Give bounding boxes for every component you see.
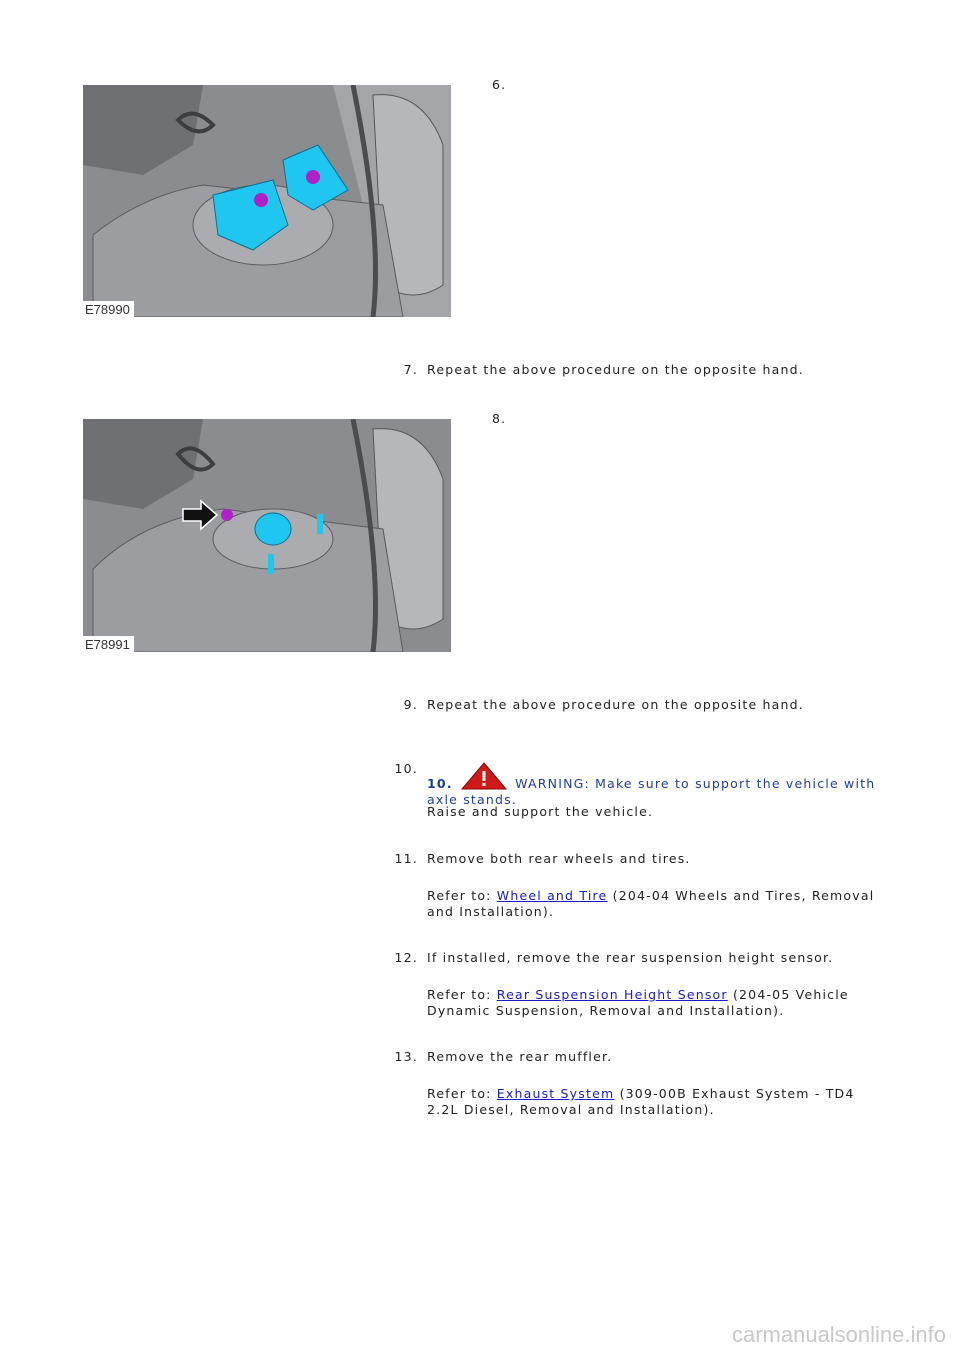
warning-text: WARNING: Make sure to support the vehicle with axle stands. bbox=[427, 776, 876, 807]
step-12-text: If installed, remove the rear suspension height sensor. bbox=[427, 950, 834, 965]
step-11-reference bbox=[427, 888, 877, 920]
site-watermark: carmanualsonline.info bbox=[731, 1322, 946, 1347]
figure-caption: E78990 bbox=[83, 301, 134, 317]
warning-triangle-icon bbox=[460, 761, 508, 791]
step-13-reference bbox=[427, 1086, 877, 1118]
step-7-text: Repeat the above procedure on the opposite hand. bbox=[427, 362, 804, 377]
reference-detail: (204-05 Vehicle Dynamic Suspension, Removal and Installation). bbox=[427, 987, 849, 1018]
refer-to-label: Refer to: bbox=[427, 987, 492, 1002]
step-9-number: 9. bbox=[403, 697, 418, 712]
wheel-and-tire-link[interactable]: Wheel and Tire bbox=[496, 888, 608, 903]
figure-e78990-illustration bbox=[83, 85, 451, 317]
step-10-text: Raise and support the vehicle. bbox=[427, 804, 654, 819]
step-10-number: 10. bbox=[394, 761, 418, 776]
step-10-warning bbox=[427, 761, 877, 808]
step-12-reference bbox=[427, 987, 877, 1019]
step-8-number: 8. bbox=[492, 411, 507, 426]
rear-suspension-height-sensor-link[interactable]: Rear Suspension Height Sensor bbox=[496, 987, 728, 1002]
step-9-text: Repeat the above procedure on the opposite hand. bbox=[427, 697, 804, 712]
step-12-number: 12. bbox=[394, 950, 418, 965]
step-13-number: 13. bbox=[394, 1049, 418, 1064]
figure-e78990 bbox=[83, 85, 451, 317]
step-13-text: Remove the rear muffler. bbox=[427, 1049, 613, 1064]
figure-e78991-illustration bbox=[83, 419, 451, 652]
refer-to-label: Refer to: bbox=[427, 888, 492, 903]
step-7-number: 7. bbox=[403, 362, 418, 377]
figure-caption: E78991 bbox=[83, 636, 134, 652]
reference-detail: (204-04 Wheels and Tires, Removal and Installation). bbox=[427, 888, 875, 919]
figure-e78991 bbox=[83, 419, 451, 652]
step-6-number: 6. bbox=[492, 77, 507, 92]
reference-detail: (309-00B Exhaust System - TD4 2.2L Diesel, Removal and Installation). bbox=[427, 1086, 855, 1117]
step-11-number: 11. bbox=[394, 851, 418, 866]
warning-step-label: 10. bbox=[427, 776, 453, 791]
refer-to-label: Refer to: bbox=[427, 1086, 492, 1101]
exhaust-system-link[interactable]: Exhaust System bbox=[496, 1086, 615, 1101]
step-11-text: Remove both rear wheels and tires. bbox=[427, 851, 691, 866]
